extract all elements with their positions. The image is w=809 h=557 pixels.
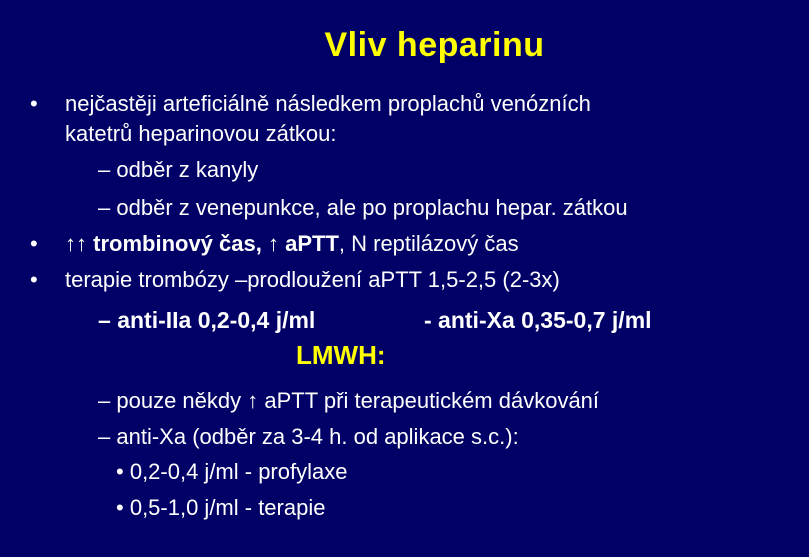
bullet2-part1: trombinový čas, <box>93 231 262 256</box>
bullet2-part2: aPTT <box>285 231 339 256</box>
lmwh-item1 <box>116 459 347 485</box>
bullet1-line1: nejčastěji arteficiálně následkem proplachů venózních <box>65 91 591 116</box>
bullet-marker: • <box>30 231 38 256</box>
anti-iia-text: anti-IIa 0,2-0,4 j/ml <box>117 307 316 333</box>
dash-marker: – <box>98 307 111 333</box>
lmwh-sub2 <box>98 424 519 450</box>
bullet1-line2: katetrů heparinovou zátkou: <box>65 121 337 146</box>
lmwh-sub2-text: anti-Xa (odběr za 3-4 h. od aplikace s.c.): <box>116 424 519 449</box>
bullet1-sub2 <box>98 195 628 221</box>
bullet-marker: • <box>116 459 124 484</box>
dash-marker: – <box>98 195 111 220</box>
bullet3-sub-left <box>98 307 315 333</box>
up-arrow-icon: ↑ <box>65 231 76 256</box>
lmwh-sub1 <box>98 388 599 414</box>
dash-marker: – <box>98 388 111 413</box>
lmwh-sub1-part1: pouze někdy <box>116 388 242 413</box>
lmwh-sub1-part2: aPTT při terapeutickém dávkování <box>264 388 600 413</box>
bullet-marker: • <box>30 91 38 116</box>
up-arrow-icon: ↑ <box>247 388 259 413</box>
up-arrow-icon: ↑ <box>267 231 279 256</box>
lmwh-item2-text: 0,5-1,0 j/ml - terapie <box>129 495 326 520</box>
bullet-marker: • <box>30 267 38 292</box>
lmwh-heading: LMWH: <box>296 340 386 370</box>
bullet-marker: • <box>116 495 124 520</box>
up-arrow-icon: ↑ <box>76 231 87 256</box>
bullet1-sub2-text: odběr z venepunkce, ale po proplachu hepar. zátkou <box>116 195 628 220</box>
bullet3-line1: terapie trombózy –prodloužení aPTT 1,5-2,5 (2-3x) <box>65 267 560 292</box>
dash-marker: – <box>98 157 111 182</box>
lmwh-item1-text: 0,2-0,4 j/ml - profylaxe <box>129 459 348 484</box>
bullet1-sub1 <box>98 157 258 183</box>
dash-marker: – <box>98 424 111 449</box>
bullet2-part3: , N reptilázový čas <box>338 231 519 256</box>
anti-xa-text: - anti-Xa 0,35-0,7 j/ml <box>424 307 652 333</box>
bullet1-sub1-text: odběr z kanyly <box>116 157 259 182</box>
bullet2-line <box>65 231 519 257</box>
slide-title: Vliv heparinu <box>324 26 545 64</box>
lmwh-item2 <box>116 495 325 521</box>
